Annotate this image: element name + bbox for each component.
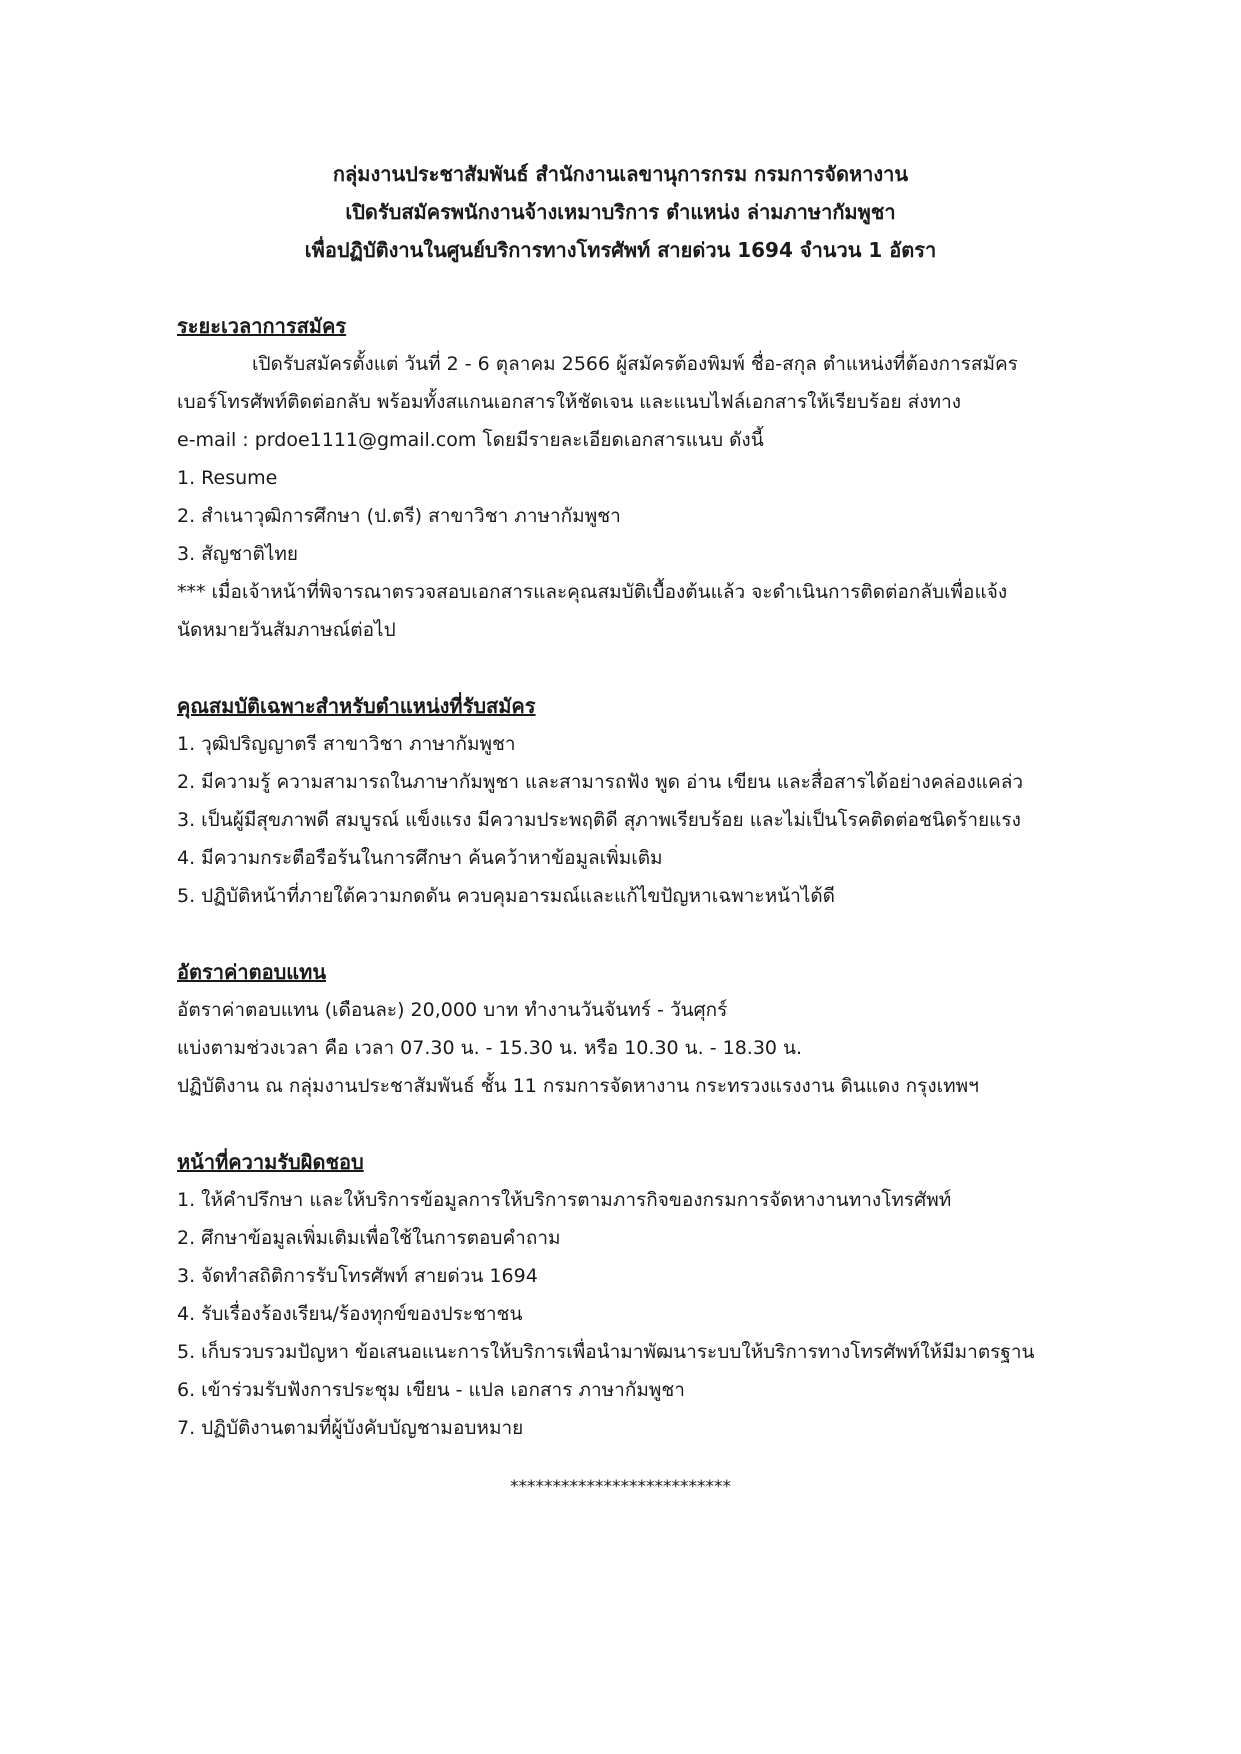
list-item: 1. Resume xyxy=(177,467,278,489)
paragraph-line: แบ่งตามช่วงเวลา คือ เวลา 07.30 น. - 15.30 น. หรือ 10.30 น. - 18.30 น. xyxy=(177,1037,803,1059)
paragraph-line: เบอร์โทรศัพท์ติดต่อกลับ พร้อมทั้งสแกนเอกสารให้ชัดเจน และแนบไฟล์เอกสารให้เรียบร้อย ส่งทาง xyxy=(177,391,962,413)
list-item: 1. วุฒิปริญญาตรี สาขาวิชา ภาษากัมพูชา xyxy=(177,733,516,755)
list-item: 3. สัญชาติไทย xyxy=(177,543,299,565)
section-qualifications xyxy=(177,687,1117,915)
paragraph-line: ปฏิบัติงาน ณ กลุ่มงานประชาสัมพันธ์ ชั้น 11 กรมการจัดหางาน กระทรวงแรงงาน ดินแดง กรุงเทพฯ xyxy=(177,1075,979,1097)
section-heading: หน้าที่ความรับผิดชอบ xyxy=(177,1150,364,1174)
note-line: *** เมื่อเจ้าหน้าที่พิจารณาตรวจสอบเอกสารและคุณสมบัติเบื้องต้นแล้ว จะดำเนินการติดต่อกลับเพื่อแจ้ง xyxy=(177,581,1008,603)
list-item: 2. ศึกษาข้อมูลเพิ่มเติมเพื่อใช้ในการตอบคำถาม xyxy=(177,1227,561,1249)
paragraph-line: เปิดรับสมัครตั้งแต่ วันที่ 2 - 6 ตุลาคม 2566 ผู้สมัครต้องพิมพ์ ชื่อ-สกุล ตำแหน่งที่ต้องการสมัคร xyxy=(252,353,1018,375)
section-application-period xyxy=(177,307,1117,649)
list-item: 3. จัดทำสถิติการรับโทรศัพท์ สายด่วน 1694 xyxy=(177,1265,538,1287)
section-responsibilities xyxy=(177,1143,1117,1447)
list-item: 4. มีความกระตือรือร้นในการศึกษา ค้นคว้าหาข้อมูลเพิ่มเติม xyxy=(177,847,663,869)
note-line: นัดหมายวันสัมภาษณ์ต่อไป xyxy=(177,619,396,641)
list-item: 1. ให้คำปรึกษา และให้บริการข้อมูลการให้บริการตามภารกิจของกรมการจัดหางานทางโทรศัพท์ xyxy=(177,1189,952,1211)
list-item: 2. สำเนาวุฒิการศึกษา (ป.ตรี) สาขาวิชา ภาษากัมพูชา xyxy=(177,505,621,527)
section-heading: คุณสมบัติเฉพาะสำหรับตำแหน่งที่รับสมัคร xyxy=(177,694,536,718)
paragraph-line: e-mail : prdoe1111@gmail.com โดยมีรายละเอียดเอกสารแนบ ดังนี้ xyxy=(177,429,764,451)
header-announcement: เปิดรับสมัครพนักงานจ้างเหมาบริการ ตำแหน่ง ล่ามภาษากัมพูชา xyxy=(345,200,896,224)
list-item: 7. ปฏิบัติงานตามที่ผู้บังคับบัญชามอบหมาย xyxy=(177,1417,524,1439)
section-compensation xyxy=(177,953,1117,1105)
list-item: 6. เข้าร่วมรับฟังการประชุม เขียน - แปล เอกสาร ภาษากัมพูชา xyxy=(177,1379,685,1401)
section-heading: ระยะเวลาการสมัคร xyxy=(177,314,347,338)
list-item: 4. รับเรื่องร้องเรียน/ร้องทุกข์ของประชาชน xyxy=(177,1303,523,1325)
header-position-detail: เพื่อปฏิบัติงานในศูนย์บริการทางโทรศัพท์ สายด่วน 1694 จำนวน 1 อัตรา xyxy=(304,238,937,262)
footer-separator: ************************** xyxy=(510,1477,731,1497)
document-header xyxy=(0,155,1241,269)
list-item: 5. เก็บรวบรวมปัญหา ข้อเสนอแนะการให้บริการเพื่อนำมาพัฒนาระบบให้บริการทางโทรศัพท์ให้มีมาตรฐาน xyxy=(177,1341,1035,1363)
list-item: 2. มีความรู้ ความสามารถในภาษากัมพูชา และสามารถฟัง พูด อ่าน เขียน และสื่อสารได้อย่างคล่องแคล่ว xyxy=(177,771,1024,793)
paragraph-line: อัตราค่าตอบแทน (เดือนละ) 20,000 บาท ทำงานวันจันทร์ - วันศุกร์ xyxy=(177,999,728,1021)
document-body xyxy=(177,307,1117,1447)
list-item: 3. เป็นผู้มีสุขภาพดี สมบูรณ์ แข็งแรง มีความประพฤติดี สุภาพเรียบร้อย และไม่เป็นโรคติดต่อชนิดร้ายแรง xyxy=(177,809,1021,831)
section-heading: อัตราค่าตอบแทน xyxy=(177,960,327,984)
list-item: 5. ปฏิบัติหน้าที่ภายใต้ความกดดัน ควบคุมอารมณ์และแก้ไขปัญหาเฉพาะหน้าได้ดี xyxy=(177,885,836,907)
header-department: กลุ่มงานประชาสัมพันธ์ สำนักงานเลขานุการกรม กรมการจัดหางาน xyxy=(332,162,909,186)
